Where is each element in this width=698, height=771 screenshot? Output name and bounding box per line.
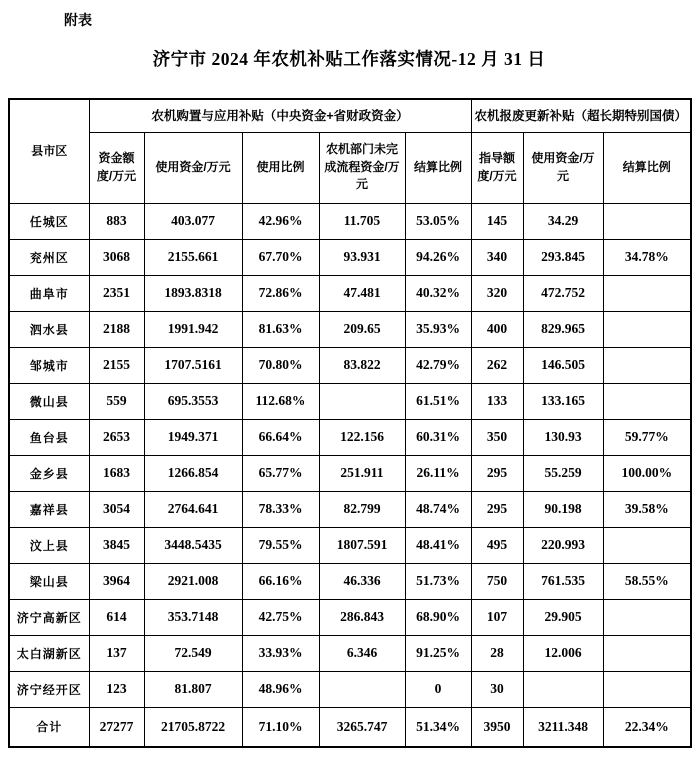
data-cell: 137: [89, 635, 144, 671]
region-cell: 泗水县: [9, 311, 89, 347]
data-cell: 35.93%: [405, 311, 471, 347]
table-row: [9, 635, 691, 671]
data-cell: 34.78%: [603, 239, 691, 275]
data-cell: 48.96%: [242, 671, 319, 707]
scrap-renewal-group-header: 农机报废更新补贴（超长期特别国债）: [471, 99, 691, 132]
data-cell: 2351: [89, 275, 144, 311]
data-cell: 28: [471, 635, 523, 671]
data-cell: 3950: [471, 707, 523, 747]
data-cell: 133.165: [523, 383, 603, 419]
data-cell: 65.77%: [242, 455, 319, 491]
region-cell: 太白湖新区: [9, 635, 89, 671]
data-cell: 1949.371: [144, 419, 242, 455]
data-cell: 78.33%: [242, 491, 319, 527]
data-cell: 1991.942: [144, 311, 242, 347]
data-cell: [603, 671, 691, 707]
data-cell: 67.70%: [242, 239, 319, 275]
col-header-settlement-ratio: 结算比例: [405, 132, 471, 203]
data-cell: [603, 311, 691, 347]
data-cell: 42.96%: [242, 203, 319, 239]
table-row: [9, 491, 691, 527]
data-cell: [603, 527, 691, 563]
region-cell: 任城区: [9, 203, 89, 239]
data-cell: 3054: [89, 491, 144, 527]
data-cell: 21705.8722: [144, 707, 242, 747]
data-cell: 34.29: [523, 203, 603, 239]
data-cell: [603, 203, 691, 239]
data-cell: 295: [471, 455, 523, 491]
col-header-used-funds-2: 使用资金/万元: [523, 132, 603, 203]
data-cell: 353.7148: [144, 599, 242, 635]
data-cell: 81.807: [144, 671, 242, 707]
table-total-row: [9, 707, 691, 747]
data-cell: 79.55%: [242, 527, 319, 563]
attachment-label: 附表: [64, 12, 92, 28]
data-cell: [603, 599, 691, 635]
data-cell: 1807.591: [319, 527, 405, 563]
col-header-used-funds: 使用资金/万元: [144, 132, 242, 203]
data-cell: 146.505: [523, 347, 603, 383]
data-cell: 2921.008: [144, 563, 242, 599]
data-cell: 39.58%: [603, 491, 691, 527]
data-cell: 0: [405, 671, 471, 707]
data-cell: 1683: [89, 455, 144, 491]
data-cell: 94.26%: [405, 239, 471, 275]
data-cell: 614: [89, 599, 144, 635]
data-cell: 60.31%: [405, 419, 471, 455]
data-cell: 71.10%: [242, 707, 319, 747]
data-cell: 46.336: [319, 563, 405, 599]
data-cell: 1707.5161: [144, 347, 242, 383]
col-header-usage-ratio: 使用比例: [242, 132, 319, 203]
data-cell: 6.346: [319, 635, 405, 671]
region-cell: 兖州区: [9, 239, 89, 275]
data-cell: 83.822: [319, 347, 405, 383]
data-cell: 82.799: [319, 491, 405, 527]
data-cell: 145: [471, 203, 523, 239]
data-cell: 293.845: [523, 239, 603, 275]
table-header: [9, 99, 691, 203]
data-cell: 72.86%: [242, 275, 319, 311]
data-cell: 495: [471, 527, 523, 563]
data-cell: 262: [471, 347, 523, 383]
data-cell: 403.077: [144, 203, 242, 239]
data-cell: 3845: [89, 527, 144, 563]
data-cell: 2653: [89, 419, 144, 455]
region-cell: 微山县: [9, 383, 89, 419]
data-cell: 42.79%: [405, 347, 471, 383]
data-cell: 30: [471, 671, 523, 707]
data-cell: 66.64%: [242, 419, 319, 455]
data-cell: 11.705: [319, 203, 405, 239]
data-cell: 61.51%: [405, 383, 471, 419]
col-header-settlement-ratio-2: 结算比例: [603, 132, 691, 203]
data-cell: 12.006: [523, 635, 603, 671]
region-cell: 汶上县: [9, 527, 89, 563]
data-cell: 695.3553: [144, 383, 242, 419]
table-row: [9, 419, 691, 455]
data-cell: 90.198: [523, 491, 603, 527]
data-cell: [523, 671, 603, 707]
data-cell: 251.911: [319, 455, 405, 491]
data-cell: 91.25%: [405, 635, 471, 671]
data-cell: [319, 671, 405, 707]
table-row: [9, 311, 691, 347]
purchase-subsidy-group-header: 农机购置与应用补贴（中央资金+省财政资金）: [89, 99, 471, 132]
data-cell: 400: [471, 311, 523, 347]
region-cell: 邹城市: [9, 347, 89, 383]
data-cell: 40.32%: [405, 275, 471, 311]
data-cell: 3211.348: [523, 707, 603, 747]
subsidy-table: [8, 98, 692, 748]
data-cell: 51.73%: [405, 563, 471, 599]
data-cell: 72.549: [144, 635, 242, 671]
table-row: [9, 239, 691, 275]
data-cell: 22.34%: [603, 707, 691, 747]
data-cell: 122.156: [319, 419, 405, 455]
data-cell: 2764.641: [144, 491, 242, 527]
data-cell: 133: [471, 383, 523, 419]
table-row: [9, 455, 691, 491]
data-cell: 2155.661: [144, 239, 242, 275]
data-cell: 559: [89, 383, 144, 419]
data-cell: 3448.5435: [144, 527, 242, 563]
data-cell: 48.74%: [405, 491, 471, 527]
sub-header-row: [9, 132, 691, 203]
data-cell: 53.05%: [405, 203, 471, 239]
data-cell: 340: [471, 239, 523, 275]
col-header-fund-quota: 资金额度/万元: [89, 132, 144, 203]
data-cell: 58.55%: [603, 563, 691, 599]
data-cell: 3265.747: [319, 707, 405, 747]
data-cell: 59.77%: [603, 419, 691, 455]
region-cell: 金乡县: [9, 455, 89, 491]
table-row: [9, 671, 691, 707]
data-cell: 47.481: [319, 275, 405, 311]
region-cell: 合计: [9, 707, 89, 747]
region-cell: 济宁经开区: [9, 671, 89, 707]
data-cell: 2188: [89, 311, 144, 347]
table-row: [9, 275, 691, 311]
data-cell: 320: [471, 275, 523, 311]
data-cell: 750: [471, 563, 523, 599]
region-cell: 曲阜市: [9, 275, 89, 311]
data-cell: 29.905: [523, 599, 603, 635]
table-row: [9, 347, 691, 383]
data-cell: 2155: [89, 347, 144, 383]
data-cell: 27277: [89, 707, 144, 747]
data-cell: 761.535: [523, 563, 603, 599]
page-title: 济宁市 2024 年农机补贴工作落实情况-12 月 31 日: [152, 49, 546, 69]
region-cell: 梁山县: [9, 563, 89, 599]
data-cell: [603, 347, 691, 383]
region-cell: 鱼台县: [9, 419, 89, 455]
data-cell: 33.93%: [242, 635, 319, 671]
data-cell: 1266.854: [144, 455, 242, 491]
data-cell: 51.34%: [405, 707, 471, 747]
data-cell: 42.75%: [242, 599, 319, 635]
data-cell: 3964: [89, 563, 144, 599]
data-cell: 220.993: [523, 527, 603, 563]
region-cell: 济宁高新区: [9, 599, 89, 635]
data-cell: 1893.8318: [144, 275, 242, 311]
data-cell: 93.931: [319, 239, 405, 275]
col-header-unfinished-funds: 农机部门未完成流程资金/万元: [319, 132, 405, 203]
data-cell: 70.80%: [242, 347, 319, 383]
data-cell: [603, 383, 691, 419]
data-cell: 3068: [89, 239, 144, 275]
data-cell: 123: [89, 671, 144, 707]
data-cell: 883: [89, 203, 144, 239]
data-cell: 26.11%: [405, 455, 471, 491]
data-cell: 829.965: [523, 311, 603, 347]
group-header-row: [9, 99, 691, 132]
data-cell: 100.00%: [603, 455, 691, 491]
table-row: [9, 599, 691, 635]
data-cell: 295: [471, 491, 523, 527]
data-cell: 66.16%: [242, 563, 319, 599]
data-cell: 48.41%: [405, 527, 471, 563]
table-row: [9, 563, 691, 599]
data-cell: [603, 635, 691, 671]
data-cell: 112.68%: [242, 383, 319, 419]
table-row: [9, 383, 691, 419]
data-cell: 350: [471, 419, 523, 455]
data-cell: 472.752: [523, 275, 603, 311]
data-cell: 68.90%: [405, 599, 471, 635]
data-cell: 81.63%: [242, 311, 319, 347]
data-cell: 209.65: [319, 311, 405, 347]
table-row: [9, 203, 691, 239]
col-header-guide-quota: 指导额度/万元: [471, 132, 523, 203]
data-cell: [603, 275, 691, 311]
region-column-header: 县市区: [9, 99, 89, 203]
table-body: [9, 203, 691, 747]
data-cell: 130.93: [523, 419, 603, 455]
data-cell: 55.259: [523, 455, 603, 491]
data-cell: [319, 383, 405, 419]
data-cell: 107: [471, 599, 523, 635]
table-row: [9, 527, 691, 563]
data-cell: 286.843: [319, 599, 405, 635]
region-cell: 嘉祥县: [9, 491, 89, 527]
